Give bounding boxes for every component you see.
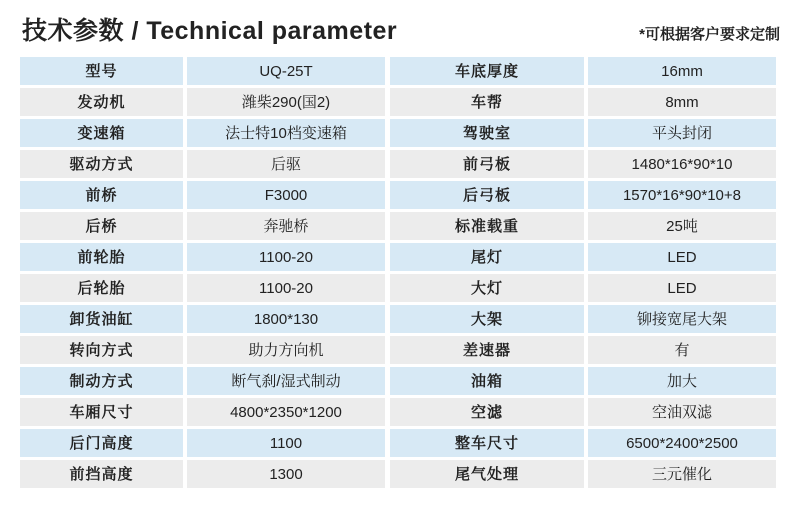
left-parameter-table [20, 57, 385, 488]
page-title: 技术参数 / Technical parameter [22, 17, 398, 45]
right-parameter-table [390, 57, 776, 488]
parameter-label: 卸货油缸 [20, 305, 183, 333]
parameter-label: 前挡高度 [20, 460, 183, 488]
parameter-value: 1480*16*90*10 [588, 150, 776, 178]
parameter-label: 空滤 [390, 398, 584, 426]
parameter-value: 4800*2350*1200 [187, 398, 385, 426]
parameter-value: 6500*2400*2500 [588, 429, 776, 457]
parameter-label: 大灯 [390, 274, 584, 302]
parameter-value: 1100-20 [187, 243, 385, 271]
parameter-label: 车帮 [390, 88, 584, 116]
parameter-value: 助力方向机 [187, 336, 385, 364]
parameter-label: 变速箱 [20, 119, 183, 147]
parameter-label: 驾驶室 [390, 119, 584, 147]
parameter-value: LED [588, 243, 776, 271]
parameter-value: UQ-25T [187, 57, 385, 85]
parameter-label: 差速器 [390, 336, 584, 364]
page-header [0, 0, 800, 46]
customization-note: *可根据客户要求定制 [639, 26, 780, 43]
parameter-label: 前轮胎 [20, 243, 183, 271]
parameter-value: 16mm [588, 57, 776, 85]
parameter-label: 前桥 [20, 181, 183, 209]
parameter-label: 大架 [390, 305, 584, 333]
parameter-label: 车厢尺寸 [20, 398, 183, 426]
parameter-label: 后门高度 [20, 429, 183, 457]
parameter-label: 型号 [20, 57, 183, 85]
parameter-value: 潍柴290(国2) [187, 88, 385, 116]
parameter-label: 后弓板 [390, 181, 584, 209]
parameter-value: 奔驰桥 [187, 212, 385, 240]
parameter-tables [20, 57, 800, 488]
parameter-value: 有 [588, 336, 776, 364]
parameter-value: 8mm [588, 88, 776, 116]
parameter-label: 尾灯 [390, 243, 584, 271]
parameter-label: 后轮胎 [20, 274, 183, 302]
parameter-label: 整车尺寸 [390, 429, 584, 457]
parameter-label: 车底厚度 [390, 57, 584, 85]
parameter-value: 三元催化 [588, 460, 776, 488]
parameter-label: 后桥 [20, 212, 183, 240]
parameter-value: 平头封闭 [588, 119, 776, 147]
parameter-label: 前弓板 [390, 150, 584, 178]
parameter-value: LED [588, 274, 776, 302]
parameter-label: 尾气处理 [390, 460, 584, 488]
parameter-value: 1570*16*90*10+8 [588, 181, 776, 209]
parameter-label: 发动机 [20, 88, 183, 116]
parameter-value: 后驱 [187, 150, 385, 178]
parameter-value: 断气刹/湿式制动 [187, 367, 385, 395]
parameter-value: 25吨 [588, 212, 776, 240]
parameter-value: 1100-20 [187, 274, 385, 302]
parameter-value: 空油双滤 [588, 398, 776, 426]
parameter-label: 油箱 [390, 367, 584, 395]
parameter-label: 标准载重 [390, 212, 584, 240]
parameter-value: 铆接宽尾大架 [588, 305, 776, 333]
parameter-value: 加大 [588, 367, 776, 395]
parameter-value: 1800*130 [187, 305, 385, 333]
parameter-value: 1100 [187, 429, 385, 457]
parameter-label: 驱动方式 [20, 150, 183, 178]
parameter-label: 制动方式 [20, 367, 183, 395]
parameter-label: 转向方式 [20, 336, 183, 364]
parameter-value: 法士特10档变速箱 [187, 119, 385, 147]
parameter-value: 1300 [187, 460, 385, 488]
parameter-value: F3000 [187, 181, 385, 209]
